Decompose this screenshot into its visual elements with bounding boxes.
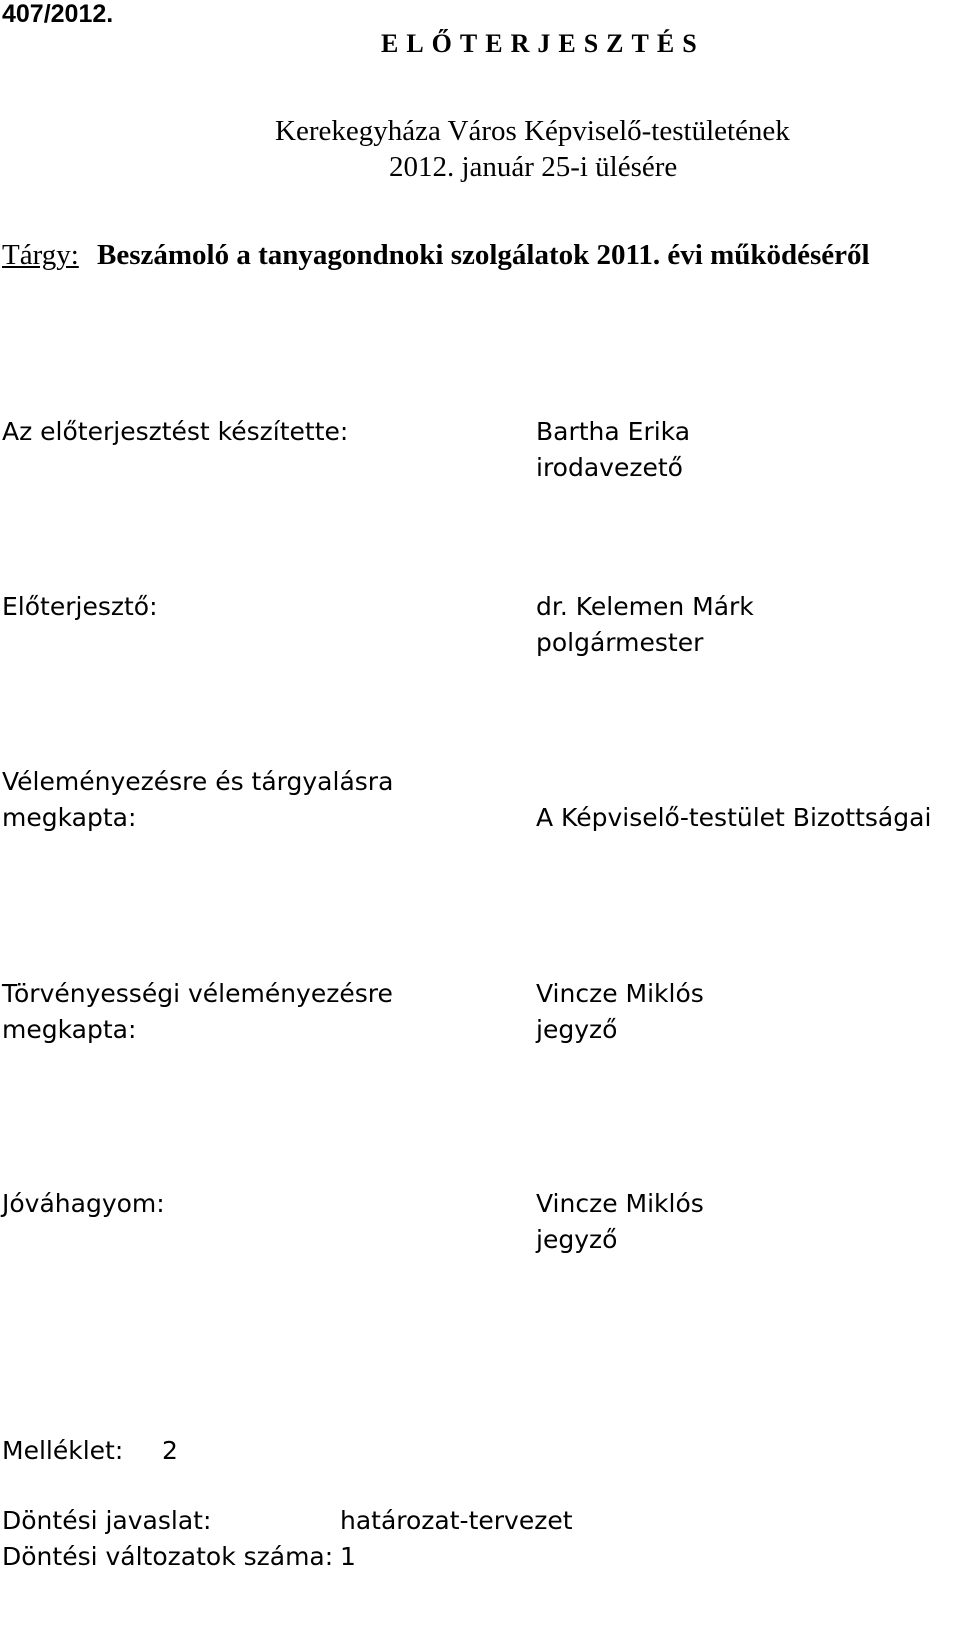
document-heading: ELŐTERJESZTÉS (381, 29, 705, 58)
prepared-by-name: Bartha Erika (536, 417, 691, 446)
legal-review-label-line-2: megkapta: (2, 1015, 137, 1044)
subject-text: Beszámoló a tanyagondnoki szolgálatok 2011. évi működéséről (97, 239, 870, 271)
approved-title: jegyző (536, 1225, 618, 1254)
presenter-label: Előterjesztő: (2, 592, 158, 621)
presenter-title: polgármester (536, 628, 704, 657)
subject-label: Tárgy: (2, 239, 79, 271)
decision-variants-label: Döntési változatok száma: (2, 1542, 334, 1571)
presenter-name: dr. Kelemen Márk (536, 592, 754, 621)
approved-label: Jóváhagyom: (2, 1189, 165, 1218)
prepared-by-title: irodavezető (536, 453, 683, 482)
review-label-line-2: megkapta: (2, 803, 137, 832)
decision-variants-count: 1 (340, 1542, 356, 1571)
attachment-label: Melléklet: (2, 1436, 124, 1465)
approved-name: Vincze Miklós (536, 1189, 704, 1218)
decision-proposal-value: határozat-tervezet (340, 1506, 573, 1535)
legal-review-name: Vincze Miklós (536, 979, 704, 1008)
legal-review-label-line-1: Törvényességi véleményezésre (2, 979, 393, 1008)
review-label-line-1: Véleményezésre és tárgyalásra (2, 767, 394, 796)
document-number: 407/2012. (2, 0, 114, 28)
decision-proposal-label: Döntési javaslat: (2, 1506, 212, 1535)
prepared-by-label: Az előterjesztést készítette: (2, 417, 349, 446)
attachment-count: 2 (162, 1436, 178, 1465)
addressee-line-1: Kerekegyháza Város Képviselő-testületének (275, 115, 790, 147)
addressee-line-2: 2012. január 25-i ülésére (389, 151, 678, 183)
legal-review-title: jegyző (536, 1015, 618, 1044)
review-recipient: A Képviselő-testület Bizottságai (536, 803, 932, 832)
